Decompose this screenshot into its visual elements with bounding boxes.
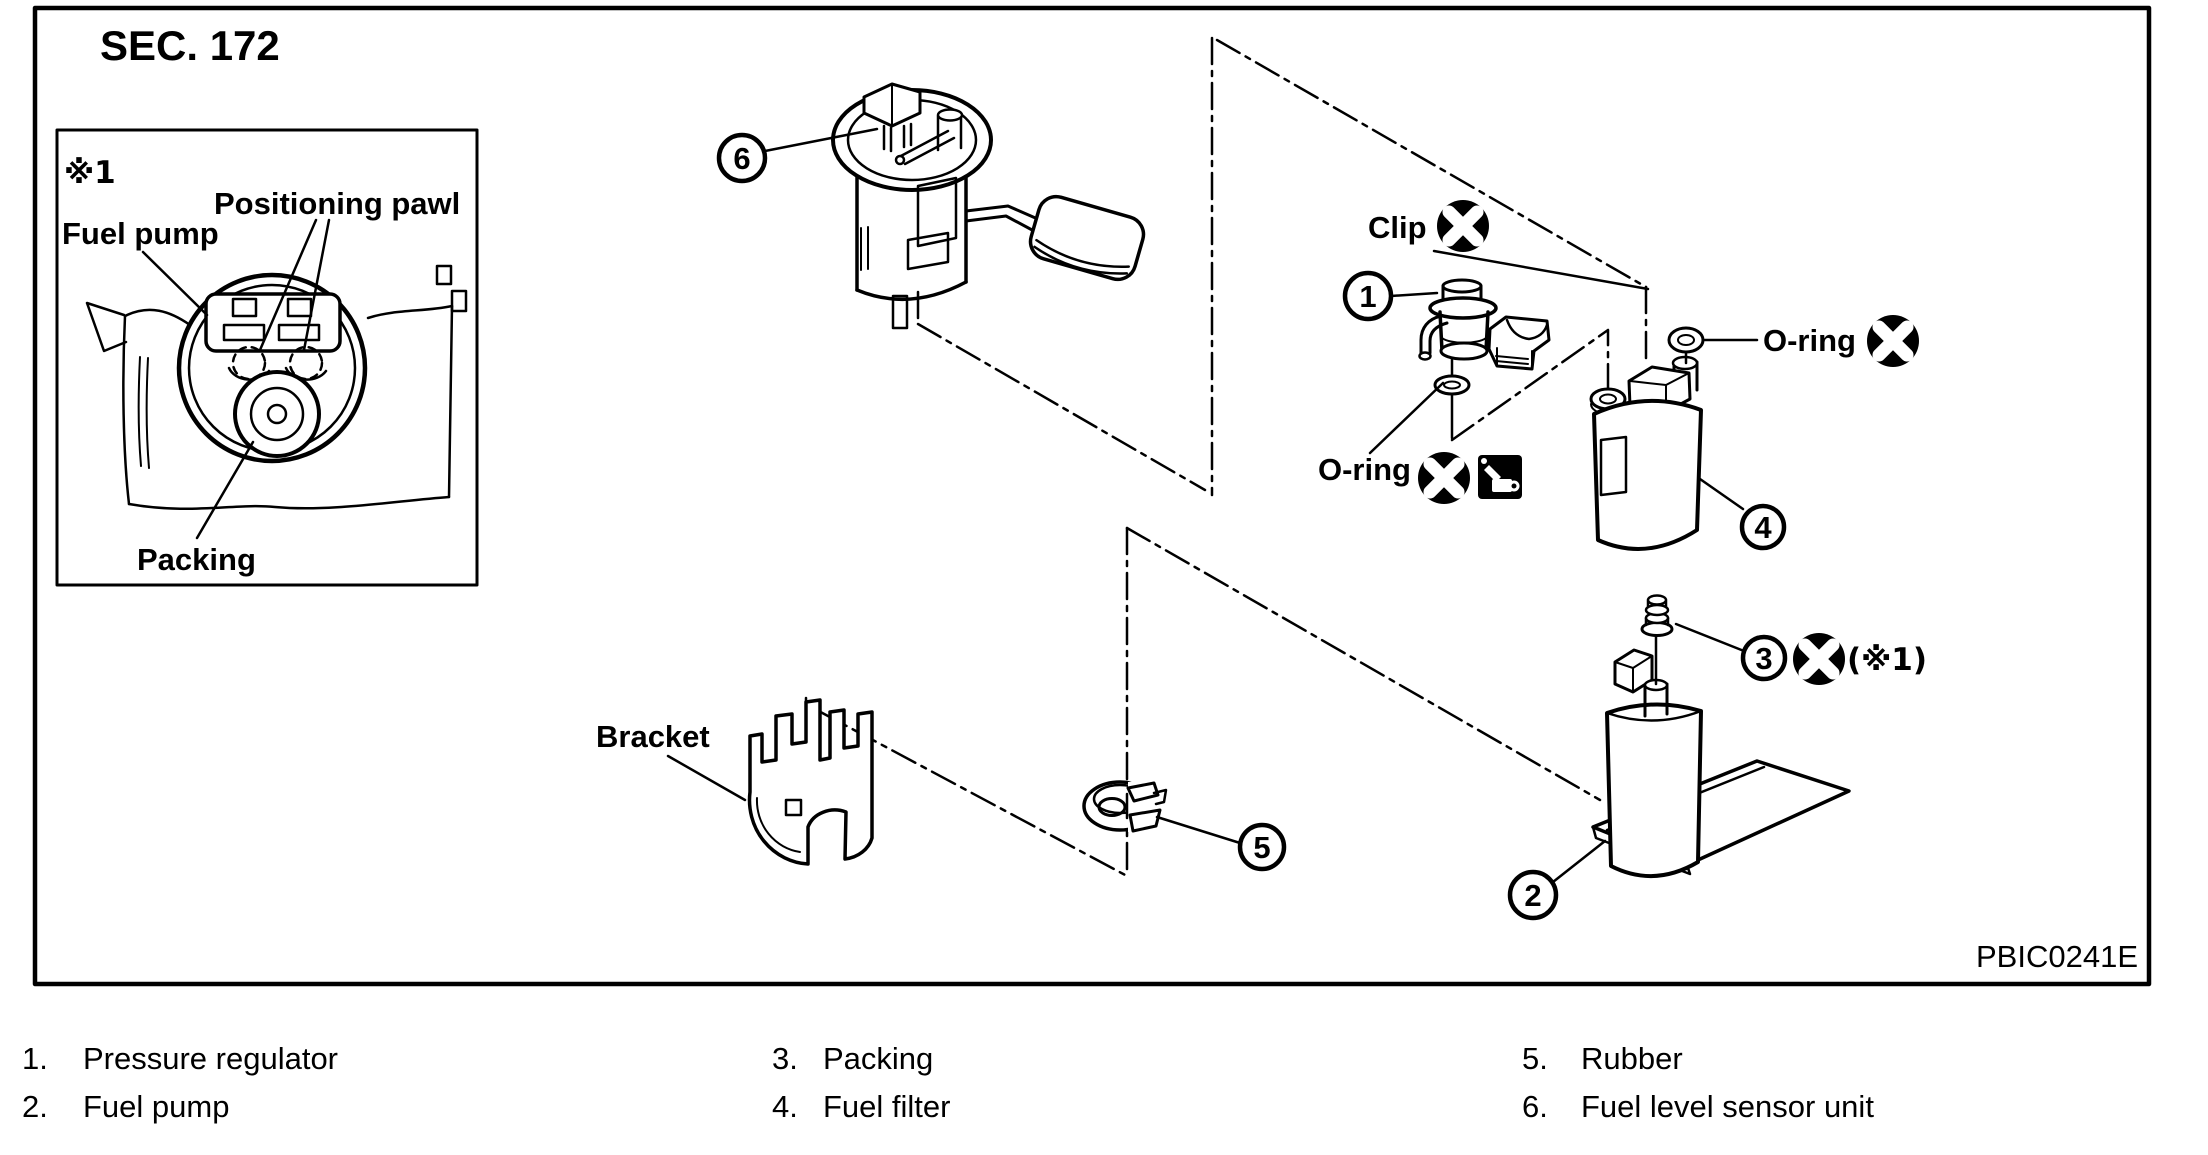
legend-number: 3. [772,1041,798,1076]
legend-number: 2. [22,1089,48,1124]
legend-label: Rubber [1581,1041,1683,1076]
legend-number: 1. [22,1041,48,1076]
callout-5-number: 5 [1253,830,1271,865]
packing-ref-note: (※1) [1847,642,1928,678]
legend-item-5 [1522,1042,1683,1076]
positioning-pawl-label: Positioning pawl [214,186,461,221]
oring-regulator-label: O-ring [1318,452,1411,487]
callout-2-number: 2 [1524,878,1542,913]
inset-ref-mark: ※1 [64,155,116,191]
legend-label: Packing [823,1041,934,1076]
callout-1-number: 1 [1359,279,1377,314]
legend-number: 6. [1522,1089,1548,1124]
legend-number: 4. [772,1089,798,1124]
callout-6-number: 6 [733,141,751,176]
legend-item-6 [1522,1090,1874,1124]
legend-item-2 [22,1090,229,1124]
callout-3-number: 3 [1755,641,1773,676]
callout-4-number: 4 [1754,510,1772,545]
oring-filter-label: O-ring [1763,323,1856,358]
figure-code: PBIC0241E [1976,939,2138,974]
fuel-pump-label: Fuel pump [62,216,219,251]
legend-label: Fuel level sensor unit [1581,1089,1874,1124]
legend-item-3 [772,1042,933,1076]
packing-label: Packing [137,542,256,577]
bracket-label: Bracket [596,719,710,754]
section-title: SEC. 172 [100,22,280,69]
legend-item-1 [22,1042,338,1076]
legend-label: Fuel filter [823,1089,951,1124]
legend-label: Pressure regulator [83,1041,339,1076]
clip-label: Clip [1368,210,1427,245]
legend-label: Fuel pump [83,1089,230,1124]
legend-item-4 [772,1090,950,1124]
legend-number: 5. [1522,1041,1548,1076]
